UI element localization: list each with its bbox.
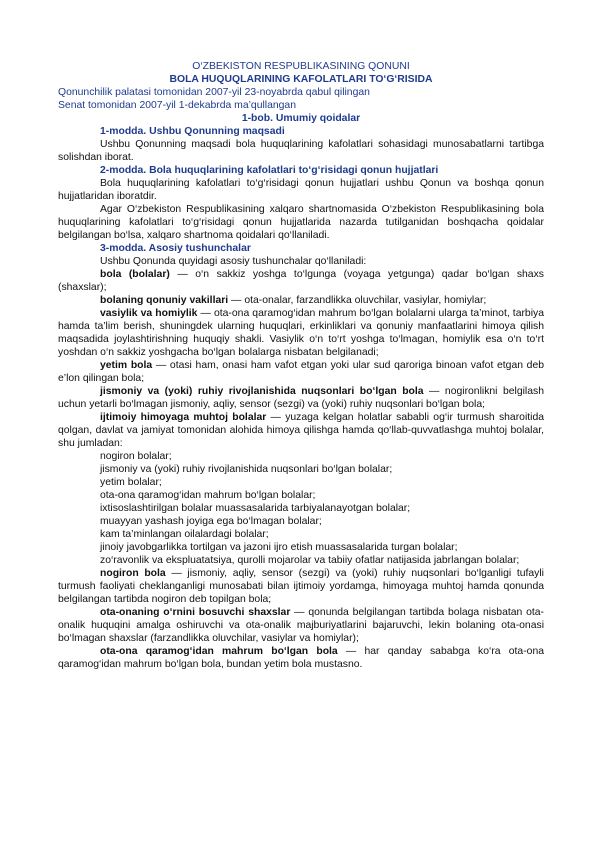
definition-term: yetim bola: [100, 360, 153, 371]
definition-term: vasiylik va homiylik: [100, 308, 198, 319]
definition-text: — jismoniy, aqliy, sensor (sezgi) va (yoki) ruhiy nuqsonlari bo‘lganligi tufayli turmush faoliyati cheklanganligi munosabati bilan ijtimoiy yordamga, himoyaga muhtoj hamda qonunda belgilangan tartibda nogiron deb topilgan bola;: [58, 568, 544, 605]
definition-text: — nogironlikni belgilash uchun yetarli bo‘lmagan jismoniy, aqliy, sensor (sezgi) va (yoki) ruhiy nuqsonlari bo‘lgan bola;: [58, 386, 544, 410]
definition: [58, 606, 544, 645]
list-item: jinoiy javobgarlikka tortilgan va jazoni ijro etish muassasalarida turgan bolalar;: [100, 542, 458, 553]
definition-text: — ota-onalar, farzandlikka oluvchilar, vasiylar, homiylar;: [228, 295, 487, 306]
adoption-note: Qonunchilik palatasi tomonidan 2007-yil 23-noyabrda qabul qilingan: [58, 87, 370, 98]
definition: [58, 359, 544, 385]
article-3-heading: 3-modda. Asosiy tushunchalar: [100, 243, 251, 254]
list-item: nogiron bolalar;: [100, 451, 172, 462]
definition: [58, 411, 544, 450]
definition-term: ota-ona qaramog‘idan mahrum bo‘lgan bola: [100, 646, 338, 657]
definition-text: — har qanday sababga ko‘ra ota-ona qaramog‘idan mahrum bo‘lgan bola, bundan yetim bola mustasno.: [58, 646, 544, 670]
article-2-heading: 2-modda. Bola huquqlarining kafolatlari to‘g‘risidagi qonun hujjatlari: [100, 165, 439, 176]
definition: [58, 307, 544, 359]
definition-term: bolaning qonuniy vakillari: [100, 295, 229, 306]
document-page: [58, 60, 544, 671]
definition-text: — ota-ona qaramog‘idan mahrum bo‘lgan bolalarni ularga ta’minot, tarbiya hamda ta’lim berish, shuningdek ularning huquqlari, erkinliklari va qonuniy manfaatlarini himoya qilish maqsadida joylashtirishning huquqiy shakli. Vasiylik o‘n to‘rt yoshga to‘lmagan, homiylik esa o‘n to‘rt yoshdan o‘n sakkiz yoshgacha bo‘lgan bolalarga nisbatan belgilanadi;: [58, 308, 544, 358]
article-1-text: Ushbu Qonunning maqsadi bola huquqlarining kafolatlari sohasidagi munosabatlarni tartibga solishdan iborat.: [58, 139, 544, 163]
law-subtitle: BOLA HUQUQLARINING KAFOLATLARI TO‘G‘RISIDA: [169, 74, 433, 85]
definition-term: jismoniy va (yoki) ruhiy rivojlanishida nuqsonlari bo‘lgan bola: [100, 386, 424, 397]
list-item: muayyan yashash joyiga ega bo‘lmagan bolalar;: [100, 516, 322, 527]
definition-term: nogiron bola: [100, 568, 166, 579]
approval-note: Senat tomonidan 2007-yil 1-dekabrda ma’qullangan: [58, 100, 296, 111]
definition-text: — yuzaga kelgan holatlar sababli og‘ir turmush sharoitida qolgan, davlat va jamiyat tomonidan alohida himoya qilishga hamda qo‘llab-quvvatlashga muhtoj bolalar, shu jumladan:: [58, 412, 545, 449]
article-3-intro: Ushbu Qonunda quyidagi asosiy tushunchalar qo‘llaniladi:: [100, 256, 367, 267]
article-2-paragraph: Bola huquqlarining kafolatlari to‘g‘risidagi qonun hujjatlari ushbu Qonun va boshqa qonun hujjatlaridan iboratdir.: [58, 178, 544, 202]
definition-term: bola (bolalar): [100, 269, 170, 280]
chapter-heading: 1-bob. Umumiy qoidalar: [241, 113, 361, 124]
definition-text: — qonunda belgilangan tartibda bolaga nisbatan ota-onalik huquqini amalga oshiruvchi va ota-onalik majburiyatlarini bajaruvchi, lekin bolaning ota-onasi bo‘lmagan shaxslar (farzandlikka oluvchilar, vasiylar va homiylar);: [58, 607, 544, 644]
list-item: ixtisoslashtirilgan bolalar muassasalarida tarbiyalanayotgan bolalar;: [100, 503, 411, 514]
list-item: zo‘ravonlik va ekspluatatsiya, qurolli mojarolar va tabiiy ofatlar natijasida jabrlangan bolalar;: [100, 555, 520, 566]
list-item: ota-ona qaramog‘idan mahrum bo‘lgan bolalar;: [100, 490, 316, 501]
definition-text: — otasi ham, onasi ham vafot etgan yoki ular sud qaroriga binoan vafot etgan deb e’lon qilingan bola;: [58, 360, 545, 384]
definition-term: ijtimoiy himoyaga muhtoj bolalar: [100, 412, 267, 423]
definition: [58, 268, 544, 294]
definition: [58, 567, 544, 606]
definition: [58, 294, 544, 307]
law-title: O‘ZBEKISTON RESPUBLIKASINING QONUNI: [192, 61, 410, 72]
definition-text: — o‘n sakkiz yoshga to‘lgunga (voyaga yetgunga) qadar bo‘lgan shaxs (shaxslar);: [58, 269, 544, 293]
list-item: kam ta’minlangan oilalardagi bolalar;: [100, 529, 269, 540]
list-item: yetim bolalar;: [100, 477, 162, 488]
article-2-paragraph: Agar O‘zbekiston Respublikasining xalqaro shartnomasida O‘zbekiston Respublikasining bola huquqlarining kafolatlari to‘g‘risidagi qonun hujjatlarida nazarda tutilganidan boshqacha qoidalar belgilangan bo‘lsa, xalqaro shartnoma qoidalari qo‘llaniladi.: [58, 204, 544, 241]
list-item: jismoniy va (yoki) ruhiy rivojlanishida nuqsonlari bo‘lgan bolalar;: [100, 464, 393, 475]
definition: [58, 385, 544, 411]
definition-term: ota-onaning o‘rnini bosuvchi shaxslar: [100, 607, 291, 618]
article-1-heading: 1-modda. Ushbu Qonunning maqsadi: [100, 126, 285, 137]
definition: [58, 645, 544, 671]
